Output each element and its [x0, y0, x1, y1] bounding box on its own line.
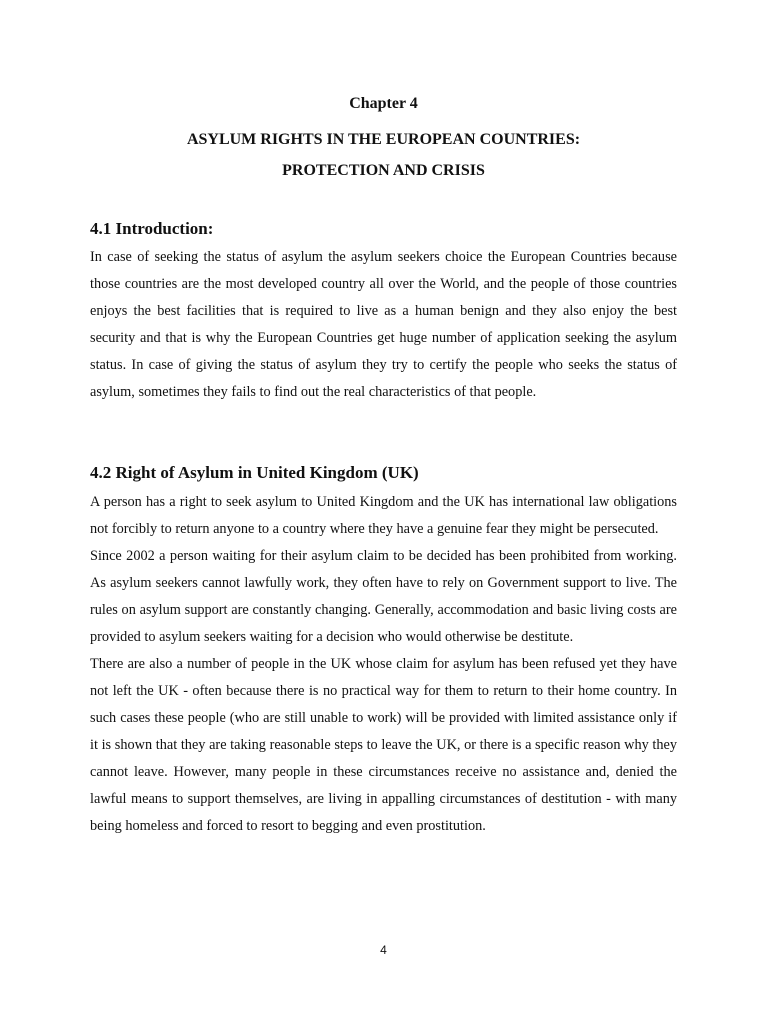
chapter-title-line-1: ASYLUM RIGHTS IN THE EUROPEAN COUNTRIES: — [186, 131, 581, 148]
paragraph: A person has a right to seek asylum to United Kingdom and the UK has international law obligations not forcibly to return anyone to a country where they have a genuine fear they might be persecuted. — [90, 494, 677, 537]
section-heading-introduction: 4.1 Introduction: — [90, 219, 214, 238]
paragraph: Since 2002 a person waiting for their asylum claim to be decided has been prohibited from working. As asylum seekers cannot lawfully work, they often have to rely on Government support to live. The rules on asylum support are constantly changing. Generally, accommodation and basic living costs are provided to asylum seekers waiting for a decision who would otherwise be destitute. — [90, 548, 677, 645]
section-body-introduction — [90, 244, 677, 406]
page-number: 4 — [380, 943, 387, 957]
section-heading-right-of-asylum-uk: 4.2 Right of Asylum in United Kingdom (UK) — [90, 463, 419, 482]
chapter-title-line-2: PROTECTION AND CRISIS — [282, 162, 485, 179]
document-page — [90, 0, 677, 1024]
paragraph: There are also a number of people in the UK whose claim for asylum has been refused yet they have not left the UK - often because there is no practical way for them to return to their home country. In such cases these people (who are still unable to work) will be provided with limited assistance only if it is shown that they are taking reasonable steps to leave the UK, or there is a specific reason why they cannot leave. However, many people in these circumstances receive no assistance and, denied the lawful means to support themselves, are living in appalling circumstances of destitution - with many being homeless and forced to resort to begging and even prostitution. — [90, 656, 677, 834]
chapter-label: Chapter 4 — [349, 95, 418, 112]
paragraph: In case of seeking the status of asylum the asylum seekers choice the European Countries because those countries are the most developed country all over the World, and the people of those countries enjoys the best facilities that is required to live as a human benign and they also enjoy the best security and that is why the European Countries get huge number of application seeking the asylum status. In case of giving the status of asylum they try to certify the people who seeks the status of asylum, sometimes they fails to find out the real characteristics of that people. — [90, 249, 677, 400]
chapter-title — [90, 124, 677, 186]
section-body-right-of-asylum-uk — [90, 489, 677, 840]
